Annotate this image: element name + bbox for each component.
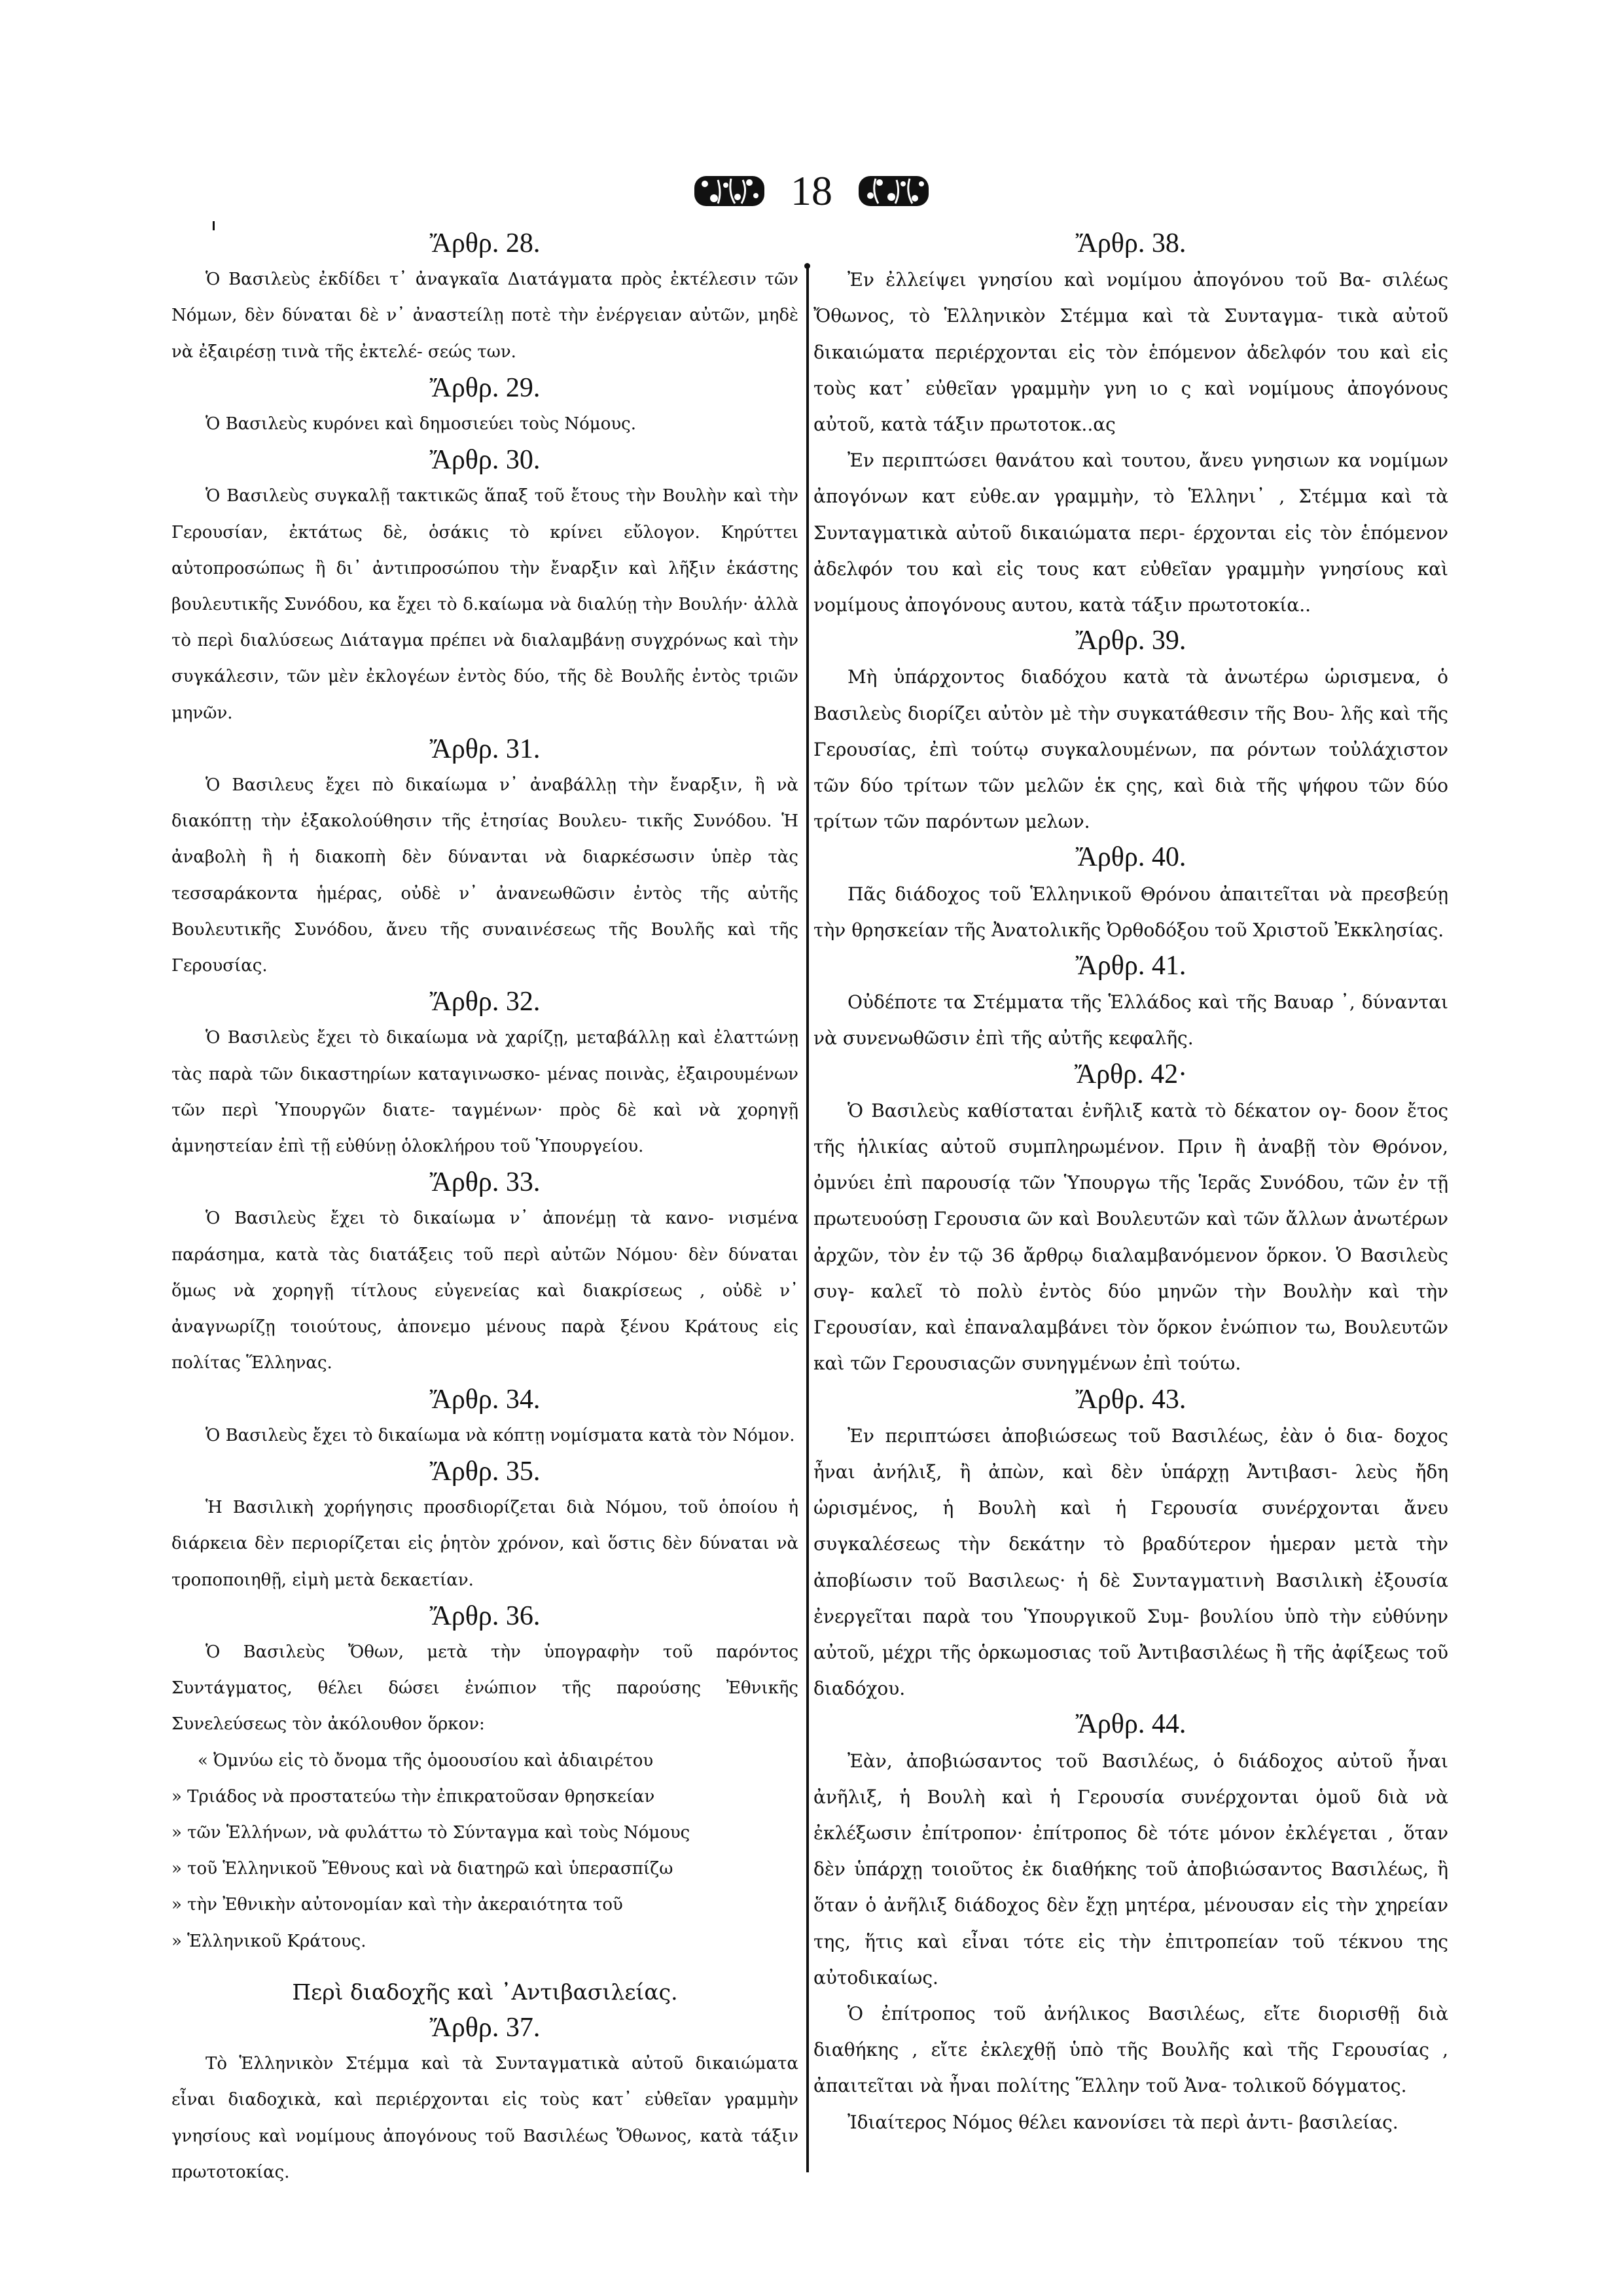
article-heading: Ἄρθρ. 39.: [1075, 626, 1186, 656]
article-heading: Ἄρθρ. 37.: [429, 2012, 541, 2043]
article-heading: Ἄρθρ. 42·: [1074, 1059, 1188, 1089]
oath-line: » τοῦ Ἑλληνικοῦ Ἔθνους καὶ νὰ διατηρῶ καὶ ὑπερασπίζω: [171, 1859, 673, 1879]
article-text: Ὁ Βασιλεὺς Ὄθων, μετὰ τὴν ὑπογραφὴν τοῦ παρόντος Συντάγματος, θέλει δώσει ἐνώπιον τῆς παρούσης Ἐθνικῆς Συνελεύσεως τὸν ἀκόλουθον ὅρκον:: [171, 1642, 798, 1735]
page-header: [0, 165, 1623, 217]
column-divider: [806, 268, 809, 2172]
article-heading: Ἄρθρ. 40.: [1075, 842, 1186, 873]
article-text: Ὁ Βασιλεὺς καθίσταται ἐνῆλιξ κατὰ τὸ δέκατον ογ- δοον ἔτος τῆς ἡλικίας αὐτοῦ συμπληρωμένον. Πριν ἢ ἀναβῇ τὸν Θρόνον, ὀμνύει ἐπὶ παρουσίᾳ τῶν Ὑπουργω τῆς Ἱερᾶς Συνόδου, τῶν ἐν τῇ πρωτευούσῃ Γερουσια ῶν καὶ Βουλευτῶν καὶ τῶν ἄλλων ἀνωτέρων ἀρχῶν, τὸν ἐν τῷ 36 ἄρθρῳ διαλαμβανόμενον ὅρκον. Ὁ Βασιλεὺς συγ- καλεῖ τὸ πολὺ ἐντὸς δύο μηνῶν τὴν Βουλὴν καὶ τὴν Γερουσίαν, καὶ ἐπαναλαμβάνει τὸν ὅρκον ἐνώπιον τω, Βουλευτῶν καὶ τῶν Γερουσιαςῶν συνηγμένων ἐπὶ τούτω.: [813, 1099, 1448, 1375]
page-number: 18: [791, 168, 832, 214]
article-heading: Ἄρθρ. 31.: [429, 733, 541, 764]
article-text: Ὁ ἐπίτροπος τοῦ ἀνήλικος Βασιλέως, εἴτε διορισθῇ διὰ διαθήκης , εἴτε ἐκλεχθῇ ὑπὸ τῆς Βουλῆς καὶ τῆς Γερουσίας , ἀπαιτεῖται νὰ ἦναι πολίτης Ἕλλην τοῦ Ἀνα- τολικοῦ δόγματος.: [813, 2002, 1448, 2097]
article-text: Οὐδέποτε τα Στέμματα τῆς Ἑλλάδος καὶ τῆς Βαυαρ ᾽, δύνανται νὰ συνενωθῶσιν ἐπὶ τῆς αὐτῆς κεφαλῆς.: [813, 991, 1448, 1050]
article-heading: Ἄρθρ. 30.: [429, 445, 541, 476]
article-text: Ὁ Βασιλεὺς ἔχει τὸ δικαίωμα νὰ χαρίζῃ, μεταβάλλῃ καὶ ἐλαττώνῃ τὰς παρὰ τῶν δικαστηρίων καταγινωσκο- μένας ποινὰς, ἐξαιρουμένων τῶν περὶ Ὑπουργῶν διατε- ταγμένων· πρὸς δὲ καὶ νὰ χορηγῇ ἀμνηστείαν ἐπὶ τῇ εὐθύνῃ ὁλοκλήρου τοῦ Ὑπουργείου.: [171, 1028, 798, 1157]
floral-ornament-left-icon: [692, 172, 767, 210]
article-text: Μὴ ὑπάρχοντος διαδόχου κατὰ τὰ ἀνωτέρω ὡρισμενα, ὁ Βασιλεὺς διορίζει αὐτὸν μὲ τὴν συγκατάθεσιν τῆς Βου- λῆς καὶ τῆς Γερουσίας, ἐπὶ τούτῳ συγκαλουμένων, πα ρόντων τοὐλάχιστον τῶν δύο τρίτων τῶν μελῶν ἑκ ςης, καὶ διὰ τῆς ψήφου τῶν δύο τρίτων τῶν παρόντων μελων.: [813, 666, 1448, 833]
oath-line: » τῶν Ἑλλήνων, νὰ φυλάττω τὸ Σύνταγμα καὶ τοὺς Νόμους: [171, 1822, 690, 1843]
article-text: Ἐὰν, ἀποβιώσαντος τοῦ Βασιλέως, ὁ διάδοχος αὐτοῦ ἦναι ἀνῆλιξ, ἡ Βουλὴ καὶ ἡ Γερουσία συνέρχονται ὁμοῦ διὰ νὰ ἐκλέξωσιν ἐπίτροπον· ἐπίτροπος δὲ τότε μόνον ἐκλέγεται , ὅταν δὲν ὑπάρχῃ τοιοῦτος ἐκ διαθήκης τοῦ ἀποβιώσαντος Βασιλέως, ἢ ὅταν ὁ ἀνῆλιξ διάδοχος δὲν ἔχῃ μητέρα, μένουσαν εἰς τὴν χηρείαν της, ἥτις καὶ εἶναι τότε εἰς τὴν ἐπιτροπείαν τοῦ τέκνου της αὐτοδικαίως.: [813, 1750, 1448, 1988]
article-heading: Ἄρθρ. 43.: [1075, 1384, 1186, 1415]
article-text: Ὁ Βασιλεὺς ἔχει τὸ δικαίωμα ν᾽ ἀπονέμῃ τὰ κανο- νισμένα παράσημα, κατὰ τὰς διατάξεις τοῦ περὶ αὐτῶν Νόμου· δὲν δύναται ὅμως νὰ χορηγῇ τίτλους εὐγενείας καὶ διακρίσεως , οὐδὲ ν᾽ ἀναγνωρίζῃ τοιούτους, ἀπονεμο μένους παρὰ ξένου Κράτους εἰς πολίτας Ἕλληνας.: [171, 1209, 798, 1373]
article-text: Ἐν περιπτώσει ἀποβιώσεως τοῦ Βασιλέως, ἐὰν ὁ δια- δοχος ἦναι ἀνήλιξ, ἢ ἀπὼν, καὶ δὲν ὑπάρχῃ Ἀντιβασι- λεὺς ἤδη ὡρισμένος, ἡ Βουλὴ καὶ ἡ Γερουσία συνέρχονται ἄνευ συγκαλέσεως τὴν δεκάτην τὸ βραδύτερον ἡμεραν μετὰ τὴν ἀποβίωσιν τοῦ Βασιλεως· ἡ δὲ Συνταγματινὴ Βασιλικὴ ἐξουσία ἐνεργεῖται παρὰ του Ὑπουργικοῦ Συμ- βουλίου ὑπὸ τὴν εὐθύνην αὐτοῦ, μέχρι τῆς ὁρκωμοσιας τοῦ Ἀντιβασιλέως ἢ τῆς ἀφίξεως τοῦ διαδόχου.: [813, 1424, 1448, 1700]
article-heading: Ἄρθρ. 44.: [1075, 1709, 1186, 1740]
article-heading: Ἄρθρ. 28.: [429, 228, 541, 258]
article-text: Πᾶς διάδοχος τοῦ Ἑλληνικοῦ Θρόνου ἀπαιτεῖται νὰ πρεσβεύῃ τὴν θρησκείαν τῆς Ἀνατολικῆς Ὀρθοδόξου τοῦ Χριστοῦ Ἐκκλησίας.: [813, 883, 1448, 941]
article-text: Ὁ Βασιλεὺς ἔχει τὸ δικαίωμα νὰ κόπτῃ νομίσματα κατὰ τὸν Νόμον.: [205, 1425, 795, 1445]
article-heading: Ἄρθρ. 35.: [429, 1456, 541, 1487]
article-text: Ἐν ἐλλείψει γνησίου καὶ νομίμου ἀπογόνου τοῦ Βα- σιλέως Ὄθωνος, τὸ Ἑλληνικὸν Στέμμα καὶ τὰ Συνταγμα- τικὰ αὐτοῦ δικαιώματα περιέρχονται εἰς τὸν ἑπόμενον ἀδελφόν του καὶ εἰς τοὺς κατ᾽ εὐθεῖαν γραμμὴν γνη ιο ς καὶ νομίμους ἀπογόνους αὐτοῦ, κατὰ τάξιν πρωτοτοκ..ας: [813, 269, 1448, 436]
left-column: [171, 226, 798, 2191]
article-text: Ἰδιαίτερος Νόμος θέλει κανονίσει τὰ περὶ ἀντι- βασιλείας.: [847, 2111, 1399, 2133]
article-heading: Ἄρθρ. 38.: [1075, 228, 1186, 258]
oath-line: » τὴν Ἐθνικὴν αὐτονομίαν καὶ τὴν ἀκεραιότητα τοῦ: [171, 1895, 623, 1915]
article-text: Τὸ Ἑλληνικὸν Στέμμα καὶ τὰ Συνταγματικὰ αὐτοῦ δικαιώματα εἶναι διαδοχικὰ, καὶ περιέρχονται εἰς τοὺς κατ᾽ εὐθεῖαν γραμμὴν γνησίους καὶ νομίμους ἀπογόνους τοῦ Βασιλέως Ὄθωνος, κατὰ τάξιν πρωτοτοκίας.: [171, 2054, 798, 2182]
oath-line: » Τριάδος νὰ προστατεύω τὴν ἐπικρατοῦσαν θρησκείαν: [171, 1786, 655, 1807]
article-text: Ὁ Βασιλευς ἔχει πὸ δικαίωμα ν᾽ ἀναβάλλῃ τὴν ἔναρξιν, ἢ νὰ διακόπτῃ τὴν ἐξακολούθησιν τῆς ἐτησίας Βουλευ- τικῆς Συνόδου. Ἡ ἀναβολὴ ἢ ἡ διακοπὴ δὲν δύνανται νὰ διαρκέσωσιν ὑπὲρ τὰς τεσσαράκοντα ἡμέρας, οὐδὲ ν᾽ ἀνανεωθῶσιν ἐντὸς τῆς αὐτῆς Βουλευτικῆς Συνόδου, ἄνευ τῆς συναινέσεως τῆς Βουλῆς καὶ τῆς Γερουσίας.: [171, 775, 798, 976]
article-heading: Ἄρθρ. 32.: [429, 987, 541, 1017]
oath-line: « Ὀμνύω εἰς τὸ ὄνομα τῆς ὁμοουσίου καὶ ἀδιαιρέτου: [198, 1750, 654, 1771]
article-text: Ὁ Βασιλεὺς ἐκδίδει τ᾽ ἀναγκαῖα Διατάγματα πρὸς ἐκτέλεσιν τῶν Νόμων, δὲν δύναται δὲ ν᾽ ἀναστείλῃ ποτὲ τὴν ἐνέργειαν αὐτῶν, μηδὲ νὰ ἐξαιρέσῃ τινὰ τῆς ἐκτελέ- σεώς των.: [171, 270, 798, 362]
article-heading: Ἄρθρ. 33.: [429, 1167, 541, 1198]
floral-ornament-right-icon: [856, 172, 931, 210]
article-heading: Ἄρθρ. 41.: [1075, 951, 1186, 981]
oath-line: » Ἑλληνικοῦ Κράτους.: [171, 1931, 366, 1951]
article-text: Ἡ Βασιλικὴ χορήγησις προσδιορίζεται διὰ Νόμου, τοῦ ὁποίου ἡ διάρκεια δὲν περιορίζεται εἰς ῥητὸν χρόνον, καὶ ὅστις δὲν δύναται νὰ τροποποιηθῇ, εἰμὴ μετὰ δεκαετίαν.: [171, 1498, 798, 1590]
right-column: [813, 226, 1448, 2140]
article-text: Ὁ Βασιλεὺς κυρόνει καὶ δημοσιεύει τοὺς Νόμους.: [205, 414, 636, 434]
article-heading: Ἄρθρ. 36.: [429, 1600, 541, 1631]
article-text: Ὁ Βασιλεὺς συγκαλῇ τακτικῶς ἅπαξ τοῦ ἔτους τὴν Βουλὴν καὶ τὴν Γερουσίαν, ἐκτάτως δὲ, ὁσάκις τὸ κρίνει εὔλογον. Κηρύττει αὐτοπροσώπως ἢ δι᾽ ἀντιπροσώπου τὴν ἔναρξιν καὶ λῆξιν ἑκάστης βουλευτικῆς Συνόδου, κα ἔχει τὸ δ.καίωμα νὰ διαλύῃ τὴν Βουλήν· ἀλλὰ τὸ περὶ διαλύσεως Διάταγμα πρέπει νὰ διαλαμβάνῃ συγχρόνως καὶ τὴν συγκάλεσιν, τῶν μὲν ἐκλογέων ἐντὸς δύο, τῆς δὲ Βουλῆς ἐντὸς τριῶν μηνῶν.: [171, 486, 798, 723]
section-title: Περὶ διαδοχῆς καὶ ᾽Αντιβασιλείας.: [292, 1979, 678, 2005]
article-heading: Ἄρθρ. 34.: [429, 1384, 541, 1415]
article-text: Ἐν περιπτώσει θανάτου καὶ τουτου, ἄνευ γνησιων κα νομίμων ἀπογόνων κατ εὐθε.αν γραμμὴν, τὸ Ἑλληνι᾽ , Στέμμα καὶ τὰ Συνταγματικὰ αὐτοῦ δικαιώματα περι- έρχονται εἰς τὸν ἑπόμενον ἀδελφόν του καὶ εἰς τους κατ εὐθεῖαν γραμμὴν γνησίους καὶ νομίμους ἀπογόνους αυτου, κατὰ τάξιν πρωτοτοκία..: [813, 450, 1448, 616]
article-heading: Ἄρθρ. 29.: [429, 372, 541, 403]
